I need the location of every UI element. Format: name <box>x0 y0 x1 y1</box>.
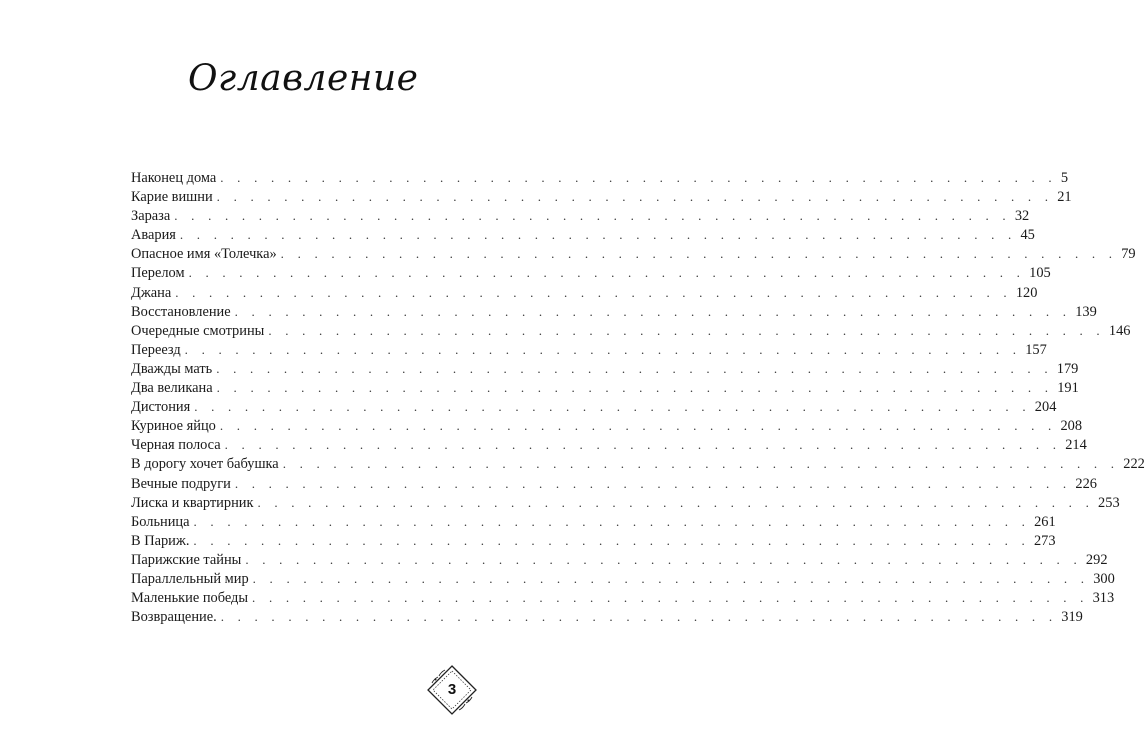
toc-entry-title: Два великана <box>131 380 213 397</box>
dot-leader: . . . . . . . . . . . . . . . . . . . . . . . . . . . . . . . . . . . . . . . . . . . . . . . . . . <box>282 456 1120 472</box>
toc-entry-page: 139 <box>1075 303 1097 320</box>
dot-leader: . . . . . . . . . . . . . . . . . . . . . . . . . . . . . . . . . . . . . . . . . . . . . . . . . . <box>216 380 1054 396</box>
toc-entry <box>131 359 1079 378</box>
dot-leader: . . . . . . . . . . . . . . . . . . . . . . . . . . . . . . . . . . . . . . . . . . . . . . . . . . <box>252 570 1090 586</box>
toc-entry-title: Наконец дома <box>131 170 217 186</box>
toc-entry <box>131 569 1115 588</box>
toc-entry <box>131 607 1083 626</box>
toc-entry-page: 179 <box>1056 360 1079 377</box>
dot-leader: . . . . . . . . . . . . . . . . . . . . . . . . . . . . . . . . . . . . . . . . . . . . . . . . . . <box>193 513 1031 529</box>
toc-entry-page: 157 <box>1025 341 1047 358</box>
toc-entry-title: Возвращение. <box>131 609 217 626</box>
toc-entry <box>131 397 1057 416</box>
toc-entry <box>131 187 1072 206</box>
toc-entry-title: Парижские тайны <box>131 551 242 568</box>
toc-entry-page: 319 <box>1061 609 1083 626</box>
toc-entry-page: 226 <box>1075 475 1097 492</box>
dot-leader: . . . . . . . . . . . . . . . . . . . . . . . . . . . . . . . . . . . . . . . . . . . . . . . . . . <box>268 322 1105 338</box>
toc-entry-title: Перелом <box>131 265 185 282</box>
toc-entry-page: 146 <box>1108 322 1131 339</box>
toc-entry <box>131 512 1056 531</box>
dot-leader: . . . . . . . . . . . . . . . . . . . . . . . . . . . . . . . . . . . . . . . . . . . . . . . . . . <box>174 208 1011 224</box>
toc-entry <box>131 168 1069 187</box>
toc-entry-page: 191 <box>1057 380 1079 397</box>
toc-entry-title: Дважды мать <box>131 360 213 377</box>
toc-entry-page: 120 <box>1015 284 1038 301</box>
toc-entry <box>131 493 1120 512</box>
dot-leader: . . . . . . . . . . . . . . . . . . . . . . . . . . . . . . . . . . . . . . . . . . . . . . . . . . <box>234 303 1072 319</box>
toc-entry <box>131 225 1035 244</box>
toc-entry <box>131 206 1030 225</box>
toc-entry-page: 105 <box>1029 265 1051 282</box>
toc-entry <box>131 454 1145 473</box>
toc-entry <box>131 244 1136 263</box>
toc-entry-title: Больница <box>131 513 190 530</box>
toc-entry <box>131 474 1097 493</box>
toc-entry-title: Черная полоса <box>131 437 221 454</box>
toc-entry-page: 222 <box>1123 456 1145 473</box>
toc-entry <box>131 378 1079 397</box>
dot-leader: . . . . . . . . . . . . . . . . . . . . . . . . . . . . . . . . . . . . . . . . . . . . . . . . . . <box>219 418 1057 434</box>
dot-leader: . . . . . . . . . . . . . . . . . . . . . . . . . . . . . . . . . . . . . . . . . . . . . . . . . . <box>257 494 1095 510</box>
toc-entry-title: Карие вишни <box>131 189 213 206</box>
toc-entry-page: 261 <box>1034 513 1056 530</box>
toc-entry-title: Вечные подруги <box>131 475 231 492</box>
toc-entry-title: Переезд <box>131 341 181 358</box>
toc-entry-title: Очередные смотрины <box>131 322 265 339</box>
dot-leader: . . . . . . . . . . . . . . . . . . . . . . . . . . . . . . . . . . . . . . . . . . . . . . . . . . <box>193 532 1030 548</box>
toc-entry-page: 21 <box>1057 189 1072 206</box>
dot-leader: . . . . . . . . . . . . . . . . . . . . . . . . . . . . . . . . . . . . . . . . . . . . . . . . . . <box>175 284 1012 300</box>
dot-leader: . . . . . . . . . . . . . . . . . . . . . . . . . . . . . . . . . . . . . . . . . . . . . . . . . . <box>245 551 1082 567</box>
toc-entry-page: 208 <box>1060 418 1083 435</box>
toc-entry-title: В Париж. <box>131 532 190 549</box>
toc-entry-title: Восстановление <box>131 303 231 320</box>
toc-entry-title: Куриное яйцо <box>131 418 216 435</box>
toc-entry <box>131 340 1047 359</box>
toc-entry-page: 204 <box>1034 399 1057 416</box>
toc-entry <box>131 416 1083 435</box>
toc-entry-page: 5 <box>1060 170 1069 186</box>
toc-entry-title: В дорогу хочет бабушка <box>131 456 279 473</box>
toc-entry-page: 253 <box>1098 494 1120 511</box>
dot-leader: . . . . . . . . . . . . . . . . . . . . . . . . . . . . . . . . . . . . . . . . . . . . . . . . . . <box>179 227 1017 243</box>
toc-entry-title: Параллельный мир <box>131 570 249 587</box>
page-number-badge <box>425 663 479 717</box>
toc-entry <box>131 263 1051 282</box>
toc-entry <box>131 302 1097 321</box>
dot-leader: . . . . . . . . . . . . . . . . . . . . . . . . . . . . . . . . . . . . . . . . . . . . . . . . . . <box>216 189 1054 205</box>
dot-leader: . . . . . . . . . . . . . . . . . . . . . . . . . . . . . . . . . . . . . . . . . . . . . . . . . . <box>216 360 1053 376</box>
toc-entry <box>131 550 1108 569</box>
dot-leader: . . . . . . . . . . . . . . . . . . . . . . . . . . . . . . . . . . . . . . . . . . . . . . . . . . <box>224 437 1062 453</box>
dot-leader: . . . . . . . . . . . . . . . . . . . . . . . . . . . . . . . . . . . . . . . . . . . . . . . . . . <box>280 246 1118 262</box>
page-title: Оглавление <box>188 58 419 99</box>
toc-entry-title: Зараза <box>131 208 171 225</box>
dot-leader: . . . . . . . . . . . . . . . . . . . . . . . . . . . . . . . . . . . . . . . . . . . . . . . . . . <box>220 609 1058 625</box>
toc-entry-title: Джана <box>131 284 172 301</box>
table-of-contents <box>131 168 1145 626</box>
dot-leader: . . . . . . . . . . . . . . . . . . . . . . . . . . . . . . . . . . . . . . . . . . . . . . . . . . <box>252 590 1089 606</box>
toc-entry-title: Авария <box>131 227 176 244</box>
toc-entry <box>131 588 1115 607</box>
toc-entry-page: 79 <box>1121 246 1136 263</box>
toc-entry-page: 300 <box>1093 570 1115 587</box>
toc-entry-page: 32 <box>1014 208 1030 225</box>
dot-leader: . . . . . . . . . . . . . . . . . . . . . . . . . . . . . . . . . . . . . . . . . . . . . . . . . . <box>184 341 1022 357</box>
toc-entry <box>131 283 1038 302</box>
toc-entry <box>131 531 1056 550</box>
toc-entry-title: Дистония <box>131 399 191 416</box>
toc-entry-page: 273 <box>1033 532 1056 549</box>
toc-entry <box>131 321 1131 340</box>
dot-leader: . . . . . . . . . . . . . . . . . . . . . . . . . . . . . . . . . . . . . . . . . . . . . . . . . . <box>234 475 1072 491</box>
toc-entry-page: 214 <box>1065 437 1087 454</box>
dot-leader: . . . . . . . . . . . . . . . . . . . . . . . . . . . . . . . . . . . . . . . . . . . . . . . . . . <box>220 170 1057 185</box>
dot-leader: . . . . . . . . . . . . . . . . . . . . . . . . . . . . . . . . . . . . . . . . . . . . . . . . . . <box>194 399 1031 415</box>
toc-entry-title: Маленькие победы <box>131 590 249 607</box>
toc-entry-page: 313 <box>1092 590 1115 607</box>
page-number: 3 <box>447 681 457 698</box>
dot-leader: . . . . . . . . . . . . . . . . . . . . . . . . . . . . . . . . . . . . . . . . . . . . . . . . . . <box>188 265 1026 281</box>
toc-entry-page: 292 <box>1085 551 1108 568</box>
toc-entry-title: Лиска и квартирник <box>131 494 254 511</box>
toc-entry <box>131 435 1087 454</box>
toc-entry-title: Опасное имя «Толечка» <box>131 246 277 263</box>
toc-entry-page: 45 <box>1020 227 1035 244</box>
